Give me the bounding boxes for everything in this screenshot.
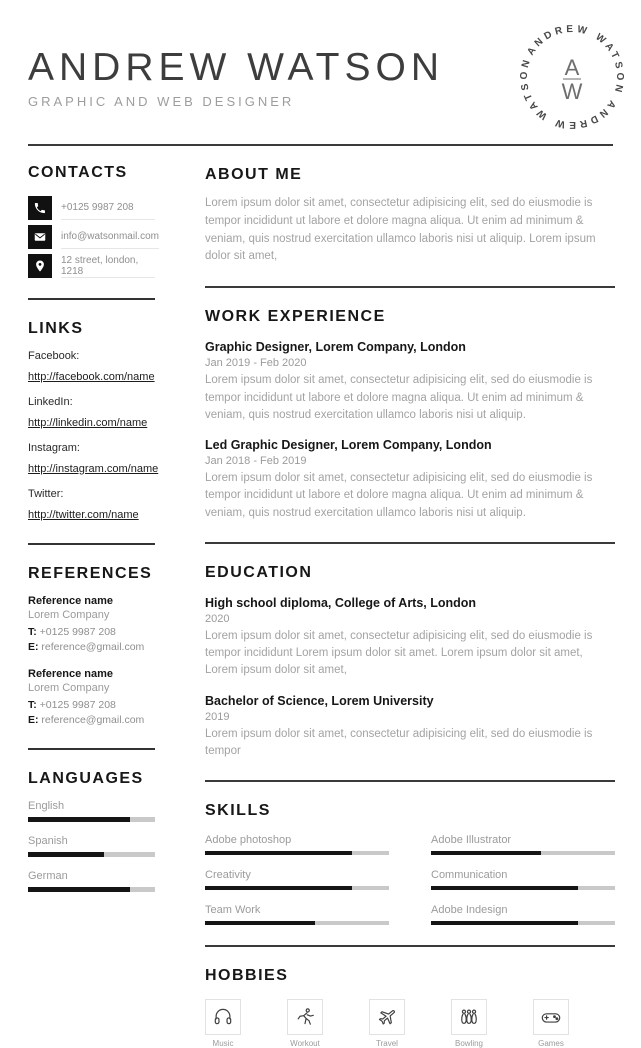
language-bar [28,887,155,892]
about-text: Lorem ipsum dolor sit amet, consectetur adipisicing elit, sed do eiusmodie is tempor incididunt ut labore et dolore magna aliqua. Ut enim ad minimum & veniam, quis nostrud exercitation ullamco laboris nisi ut aliquip. Lorem ipsum dolor sit amet, [205,197,596,263]
main-divider [205,945,615,947]
mail-icon [28,225,52,249]
degree-dates: 2019 [205,710,230,723]
skill-label: Creativity [205,869,251,881]
language-label: English [28,800,65,812]
reference-name: Reference name [28,668,113,680]
hobbies-heading: HOBBIES [205,967,289,984]
stamp-monogram-w: W [561,79,583,104]
contacts-heading: CONTACTS [28,164,128,181]
reference-name: Reference name [28,595,113,607]
skills-heading: SKILLS [205,802,271,819]
degree-title: Bachelor of Science, Lorem University [205,693,434,708]
contact-address-value: 12 street, london, 1218 [61,254,155,278]
link-label: Twitter: [28,488,64,500]
language-label: Spanish [28,835,68,847]
skill-bar [431,886,615,890]
monogram-stamp-icon [514,19,630,135]
skill-bar-fill [431,921,578,925]
job-title: Graphic Designer, Lorem Company, London [205,340,466,355]
language-bar [28,817,155,822]
contacts-section [28,164,159,278]
education-entry [205,694,615,761]
header [0,0,641,145]
skill-bar [205,851,389,855]
stamp-monogram-a: A [564,55,580,80]
hobbies-section [205,967,615,1048]
job-title: Led Graphic Designer, Lorem Company, London [205,438,492,452]
education-entry [205,596,615,680]
twitter-link[interactable]: http://twitter.com/name [28,509,139,521]
skill-label: Adobe Illustrator [431,834,512,846]
hobby-label: Workout [290,1039,320,1048]
email-label: E: [28,641,39,653]
hobby-label: Games [538,1039,564,1048]
stamp-circular-text: ANDREW WATSON ANDREW WATSON [518,23,626,131]
hobby-music [205,999,241,1048]
hobby-bowling [451,999,487,1048]
workout-icon [287,999,323,1035]
skill-bar-fill [431,886,578,890]
contact-row-phone [28,196,155,220]
skill-bar [431,921,615,925]
skill-label: Adobe photoshop [205,834,292,846]
reference-block [28,668,155,728]
work-entry [205,340,615,424]
skill-item [205,834,389,855]
link-item-twitter [28,488,155,523]
contact-row-email [28,225,159,249]
link-label: Facebook: [28,350,80,362]
sidebar-divider [28,298,155,300]
references-section [28,565,155,728]
skills-grid [205,834,615,925]
link-label: Instagram: [28,442,80,454]
phone-label: T: [28,626,37,638]
hobby-workout [287,999,323,1048]
hobby-label: Travel [376,1039,398,1048]
facebook-link[interactable]: http://facebook.com/name [28,371,155,383]
reference-phone [28,698,155,713]
languages-heading: LANGUAGES [28,770,144,787]
skill-bar [205,886,389,890]
person-name: ANDREW WATSON [28,46,444,89]
email-value: reference@gmail.com [41,641,145,653]
skill-bar-fill [205,921,315,925]
hobby-label: Bowling [454,1039,483,1048]
skill-label: Adobe Indesign [431,904,508,916]
sidebar [28,146,159,1048]
travel-icon [369,999,405,1035]
job-dates: Jan 2019 - Feb 2020 [205,357,307,370]
reference-email [28,713,155,728]
hobbies-row [205,999,615,1048]
reference-block [28,595,155,655]
linkedin-link[interactable]: http://linkedin.com/name [28,417,148,429]
about-heading: ABOUT ME [205,166,303,183]
link-item-linkedin [28,396,155,431]
skill-label: Communication [431,869,508,881]
email-value: reference@gmail.com [41,714,145,726]
languages-section [28,770,155,892]
sidebar-divider [28,543,155,545]
skills-section [205,802,615,925]
music-icon [205,999,241,1035]
work-section [205,308,615,522]
link-item-facebook [28,350,155,385]
reference-company: Lorem Company [28,682,110,694]
degree-dates: 2020 [205,612,230,625]
language-item [28,835,155,857]
references-heading: REFERENCES [28,565,153,582]
skill-bar [431,851,615,855]
hobby-games [533,999,569,1048]
main-column [205,146,615,1048]
language-item [28,870,155,892]
games-icon [533,999,569,1035]
sidebar-divider [28,748,155,750]
person-job-title: GRAPHIC AND WEB DESIGNER [28,94,295,109]
skill-item [431,904,615,925]
main-divider [205,542,615,544]
links-section [28,320,159,523]
reference-company: Lorem Company [28,609,110,621]
header-divider [28,144,613,146]
main-divider [205,286,615,288]
skill-item [205,869,389,890]
contact-phone-value: +0125 9987 208 [61,196,155,220]
degree-description: Lorem ipsum dolor sit amet, consectetur adipisicing elit, sed do eiusmodie is tempor [205,727,593,757]
language-bar-fill [28,817,130,822]
skill-bar-fill [431,851,541,855]
skill-item [431,834,615,855]
phone-icon [28,196,52,220]
job-description: Lorem ipsum dolor sit amet, consectetur adipisicing elit, sed do eiusmodie is tempor incididunt ut labore et dolore magna aliqua. Ut enim ad minimum & veniam, quis nostrud exercitation ullamco laboris nisi ut aliquip. [205,472,593,519]
skill-item [205,904,389,925]
skill-item [431,869,615,890]
degree-title: High school diploma, College of Arts, London [205,595,477,610]
links-heading: LINKS [28,320,84,337]
degree-description: Lorem ipsum dolor sit amet, consectetur adipisicing elit, sed do eiusmodie is tempor incididunt Lorem ipsum dolor sit amet. Lorem ipsum dolor sit amet, Lorem ipsum dolor sit amet, [205,629,593,677]
skill-bar-fill [205,851,352,855]
hobby-label: Music [212,1039,234,1048]
language-item [28,800,155,822]
language-label: German [28,870,68,882]
link-label: LinkedIn: [28,396,73,408]
phone-value: +0125 9987 208 [39,699,116,711]
contact-row-address [28,254,155,278]
hobby-travel [369,999,405,1048]
reference-email [28,640,155,655]
email-label: E: [28,714,39,726]
location-icon [28,254,52,278]
language-bar-fill [28,852,104,857]
link-item-instagram [28,442,159,477]
main-divider [205,780,615,782]
skill-bar [205,921,389,925]
education-heading: EDUCATION [205,563,313,581]
language-bar-fill [28,887,130,892]
work-heading: WORK EXPERIENCE [205,308,386,326]
language-bar [28,852,155,857]
skill-label: Team Work [205,904,261,916]
job-description: Lorem ipsum dolor sit amet, consectetur adipisicing elit, sed do eiusmodie is tempor incididunt ut labore et dolore magna aliqua. Ut enim ad minimum & veniam, quis nostrud exercitation ullamco laboris nisi ut aliquip. [205,374,593,421]
education-section [205,564,615,760]
contact-email-value: info@watsonmail.com [61,225,159,249]
about-section [205,166,615,266]
phone-value: +0125 9987 208 [39,626,116,638]
job-dates: Jan 2018 - Feb 2019 [205,455,307,467]
bowling-icon [451,999,487,1035]
work-entry [205,438,615,522]
skill-bar-fill [205,886,352,890]
phone-label: T: [28,699,37,711]
instagram-link[interactable]: http://instagram.com/name [28,463,159,475]
reference-phone [28,625,155,640]
